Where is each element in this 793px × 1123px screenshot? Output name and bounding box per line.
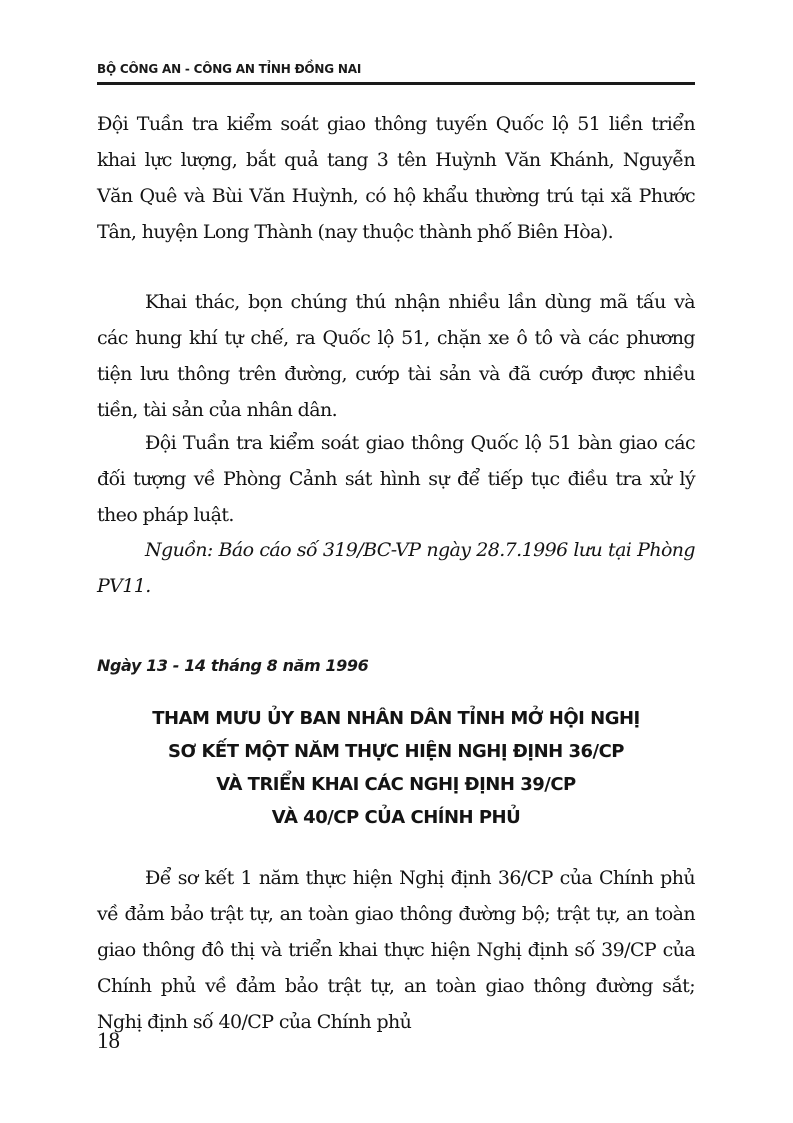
- section-date: Ngày 13 - 14 tháng 8 năm 1996: [97, 656, 369, 675]
- section-title-line: VÀ TRIỂN KHAI CÁC NGHỊ ĐỊNH 39/CP: [216, 774, 576, 795]
- section-title-line: VÀ 40/CP CỦA CHÍNH PHỦ: [271, 807, 521, 828]
- section-body-paragraph: Để sơ kết 1 năm thực hiện Nghị định 36/CP của Chính phủ về đảm bảo trật tự, an toàn giao thông đường bộ; trật tự, an toàn giao thông đô thị và triển khai thực hiện Nghị định số 39/CP của Chính phủ về đảm bảo trật tự, an toàn giao thông đường sắt; Nghị định số 40/CP của Chính phủ: [97, 867, 695, 1033]
- header-rule: [97, 82, 695, 85]
- page-number: 18: [97, 1028, 120, 1053]
- source-note: Nguồn: Báo cáo số 319/BC-VP ngày 28.7.1996 lưu tại Phòng PV11.: [97, 539, 695, 597]
- paragraph-interrogation: Khai thác, bọn chúng thú nhận nhiều lần dùng mã tấu và các hung khí tự chế, ra Quốc lộ 51, chặn xe ô tô và các phương tiện lưu thông trên đường, cướp tài sản và đã cướp được nhiều tiền, tài sản của nhân dân.: [97, 291, 695, 421]
- section-title: [97, 702, 695, 834]
- section-title-line: THAM MƯU ỦY BAN NHÂN DÂN TỈNH MỞ HỘI NGHỊ: [152, 708, 640, 729]
- paragraph-handover: Đội Tuần tra kiểm soát giao thông Quốc lộ 51 bàn giao các đối tượng về Phòng Cảnh sát hình sự để tiếp tục điều tra xử lý theo pháp luật.: [97, 432, 695, 526]
- paragraph-arrest-report: Đội Tuần tra kiểm soát giao thông tuyến Quốc lộ 51 liền triển khai lực lượng, bắt quả tang 3 tên Huỳnh Văn Khánh, Nguyễn Văn Quê và Bùi Văn Huỳnh, có hộ khẩu thường trú tại xã Phước Tân, huyện Long Thành (nay thuộc thành phố Biên Hòa).: [97, 113, 695, 243]
- running-header: BỘ CÔNG AN - CÔNG AN TỈNH ĐỒNG NAI: [97, 62, 362, 76]
- section-title-line: SƠ KẾT MỘT NĂM THỰC HIỆN NGHỊ ĐỊNH 36/CP: [168, 741, 624, 762]
